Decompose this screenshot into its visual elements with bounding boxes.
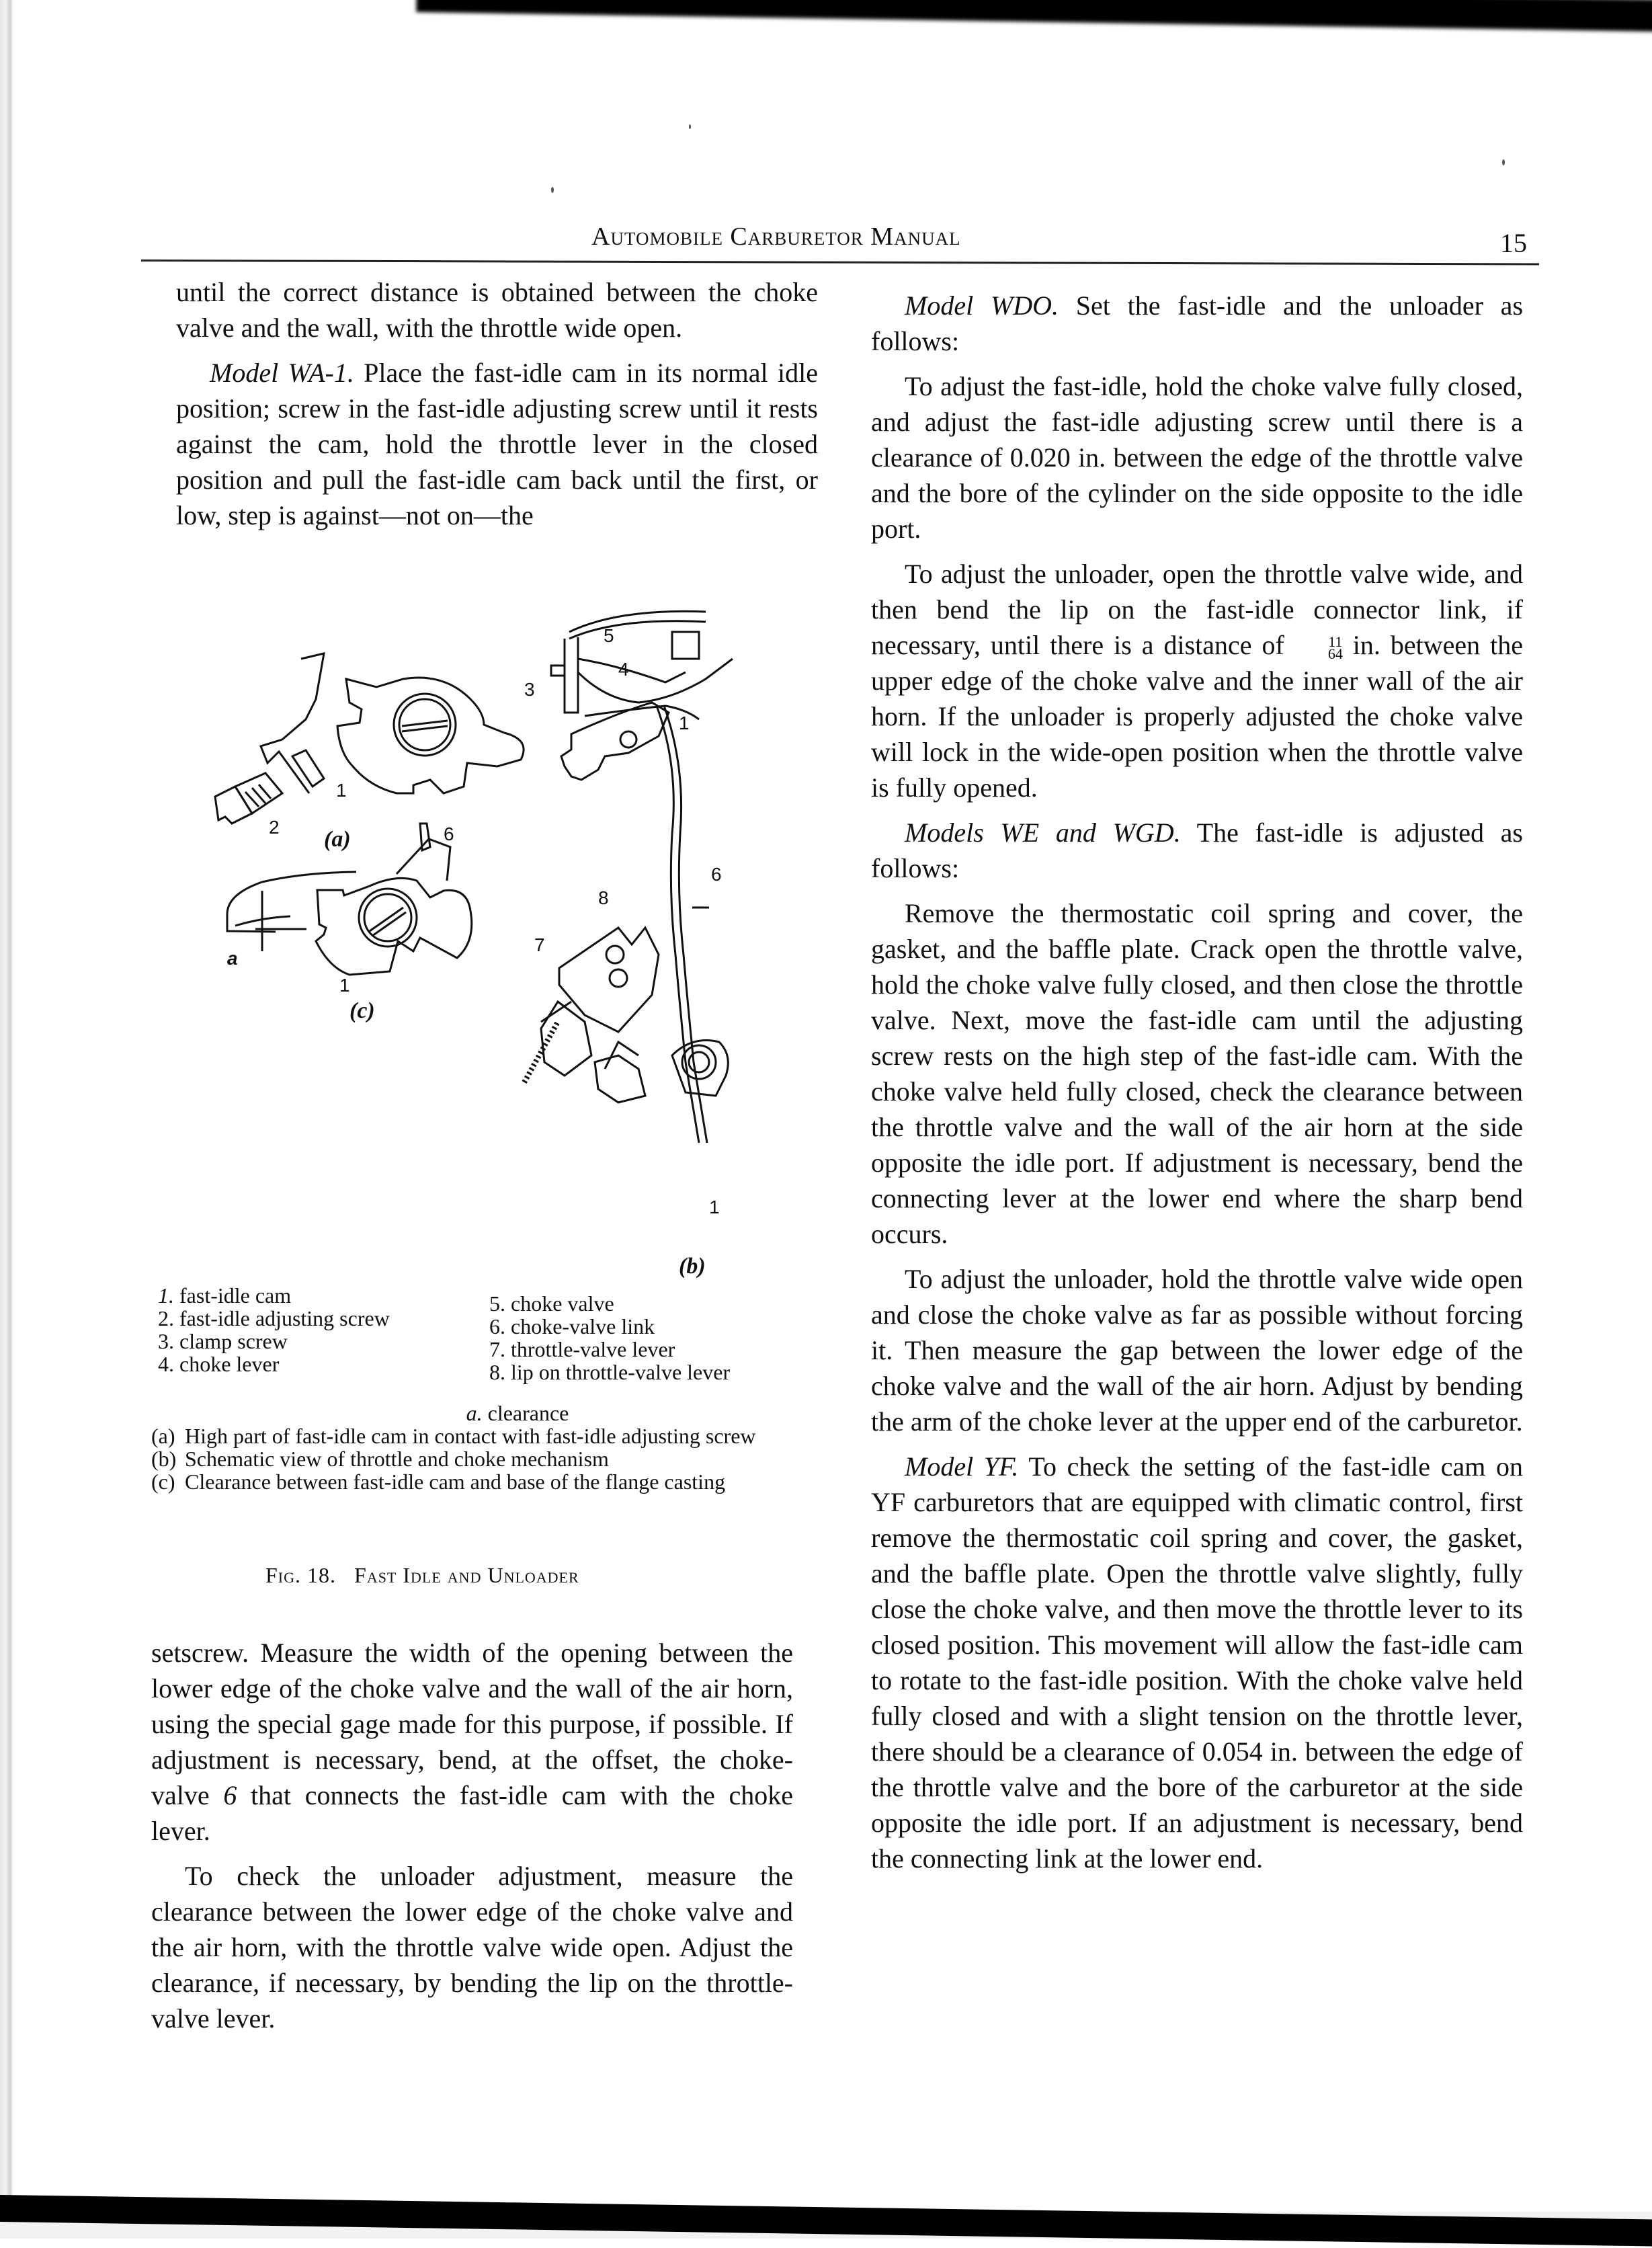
book-binding-edge xyxy=(0,0,13,2232)
paragraph-text: Place the fast-idle cam in its normal idle position; screw in the fast-idle adjusting screw until it rests against the cam, hold the throttle lever in the closed position and pull the fast-idle cam back until the first, or low, step is against—not on—the xyxy=(176,358,818,530)
callout-b-5: 5 xyxy=(604,625,614,646)
callout-b-1-lower: 1 xyxy=(709,1197,720,1217)
scan-speck xyxy=(689,124,691,129)
callout-a-1: 1 xyxy=(336,780,347,801)
callout-c-a: a xyxy=(227,948,238,969)
paragraph: To adjust the unloader, hold the throttle valve wide open and close the choke valve as far as possible without forcing it. Then measure the gap between the lower edge of the choke valve and the wall of the air horn. Adjust by bending the arm of the choke lever at the upper end of the carburetor. xyxy=(871,1264,1523,1437)
subcaption-a: (a) High part of fast-idle cam in contact with fast-idle adjusting screw xyxy=(151,1424,756,1448)
model-heading: Model WDO. xyxy=(905,290,1059,321)
panel-a-drawing xyxy=(215,653,524,824)
panel-b-drawing xyxy=(524,611,733,1143)
model-heading: Model WA-1. xyxy=(210,358,354,388)
paragraph-models-we-wgd: Models WE and WGD. The fast-idle is adjusted as follows: xyxy=(871,817,1523,883)
callout-b-4: 4 xyxy=(618,659,629,680)
legend-item: 2. fast-idle adjusting screw xyxy=(158,1306,390,1330)
legend-left-column xyxy=(158,1284,390,1375)
scan-bottom-shadow xyxy=(0,2195,1652,2248)
paragraph-model-wdo: Model WDO. Set the fast-idle and the unloader as follows: xyxy=(871,290,1524,356)
panel-label-a: (a) xyxy=(324,827,351,852)
panel-label-c: (c) xyxy=(349,998,375,1023)
paragraph: To adjust the unloader, open the throttle valve wide, and then bend the lip on the fast-idle connector link, if necessary, until there is a distance of 11 64 in. between the upper edge of the choke valve and the inner wall of the air horn. If the unloader is properly adjusted the choke valve will lock in the wide-open position when the throttle valve is fully opened. xyxy=(871,559,1523,803)
clearance-key: a. clearance xyxy=(466,1401,569,1425)
callout-b-7: 7 xyxy=(534,934,545,955)
legend-item: 7. throttle-valve lever xyxy=(489,1337,675,1361)
callout-b-6: 6 xyxy=(711,864,722,885)
paragraph: setscrew. Measure the width of the opening between the lower edge of the choke valve and the wall of the air horn, using the special gage made for this purpose, if possible. If adjustment is necessary, bend, at the offset, the choke-valve 6 that connects the fast-idle cam with the choke lever. xyxy=(151,1638,794,1846)
right-column xyxy=(871,288,1523,1886)
paragraph: Remove the thermostatic coil spring and cover, the gasket, and the baffle plate. Crack open the throttle valve, hold the choke valve fully closed, and then close the throttle valve. Next, move the fast-idle cam until the adjusting screw rests on the high step of the fast-idle cam. With the choke valve held fully closed, check the clearance between the throttle valve and the wall of the air horn at the side opposite the idle port. If adjustment is necessary, bend the connecting lever at the lower end where the sharp bend occurs. xyxy=(871,898,1523,1249)
paragraph-text: until the correct distance is obtained between the choke valve and the wall, with the throttle wide open. xyxy=(176,277,818,343)
paragraph: To check the unloader adjustment, measure the clearance between the lower edge of the choke valve and the air horn, with the throttle valve wide open. Adjust the clearance, if necessary, by bending the lip on the throttle-valve lever. xyxy=(151,1861,793,2034)
callout-a-2: 2 xyxy=(269,817,280,838)
scan-speck xyxy=(551,187,554,193)
model-heading: Model YF. xyxy=(905,1451,1019,1482)
legend-item: 1. fast-idle cam xyxy=(158,1283,292,1308)
callout-b-1: 1 xyxy=(679,713,690,733)
legend-right-column xyxy=(489,1292,730,1383)
figure-18 xyxy=(148,592,820,1277)
legend-item: 3. clamp screw xyxy=(158,1329,288,1353)
figure-subcaptions xyxy=(151,1402,817,1493)
fraction: 11 64 xyxy=(1327,633,1343,662)
subcaption-c: (c) Clearance between fast-idle cam and base of the flange casting xyxy=(151,1470,726,1494)
figure-number: Fig. 18. xyxy=(265,1563,337,1587)
legend-item: 6. choke-valve link xyxy=(489,1314,655,1338)
figure-title: Fast Idle and Unloader xyxy=(354,1563,579,1587)
legend-item: 4. choke lever xyxy=(158,1352,280,1376)
callout-c-1: 1 xyxy=(339,975,350,996)
scan-speck xyxy=(1502,159,1505,165)
subcaption-b: (b) Schematic view of throttle and choke mechanism xyxy=(151,1447,609,1471)
paragraph: To adjust the fast-idle, hold the choke valve fully closed, and adjust the fast-idle adjusting screw until there is a clearance of 0.020 in. between the edge of the throttle valve and the bore of the cylinder on the side opposite to the idle port. xyxy=(871,371,1523,544)
paragraph-model-yf: Model YF. To check the setting of the fast-idle cam on YF carburetors that are equipped with climatic control, first remove the thermostatic coil spring and cover, the gasket, and the baffle plate. Open the throttle valve slightly, fully close the choke valve, and then move the throttle lever to its closed position. This movement will allow the fast-idle cam to rotate to the fast-idle position. With the choke valve held fully closed and with a slight tension on the throttle lever, there should be a clearance of 0.054 in. between the edge of the throttle valve and the bore of the carburetor at the side opposite the idle port. If an adjustment is necessary, bend the connecting link at the lower end. xyxy=(871,1451,1523,1874)
scan-top-shadow xyxy=(416,0,1652,32)
callout-b-3: 3 xyxy=(524,679,535,700)
panel-label-b: (b) xyxy=(679,1254,706,1279)
left-column-top xyxy=(176,274,818,543)
running-head xyxy=(141,222,1546,262)
header-rule xyxy=(141,259,1539,265)
legend-item: 8. lip on throttle-valve lever xyxy=(489,1360,731,1384)
figure-caption xyxy=(265,1563,579,1588)
legend-item: 5. choke valve xyxy=(489,1291,614,1316)
figure-drawing xyxy=(148,592,820,1277)
running-title: Automobile Carburetor Manual xyxy=(591,223,961,251)
paragraph xyxy=(176,274,818,346)
page-number: 15 xyxy=(1500,228,1527,258)
model-heading: Models WE and WGD. xyxy=(905,817,1181,848)
callout-c-6: 6 xyxy=(444,824,454,844)
callout-b-8: 8 xyxy=(598,887,609,908)
figure-ref: 6 xyxy=(223,1780,237,1810)
paragraph-model-wa1 xyxy=(176,355,818,533)
left-column-bottom xyxy=(151,1635,793,2046)
